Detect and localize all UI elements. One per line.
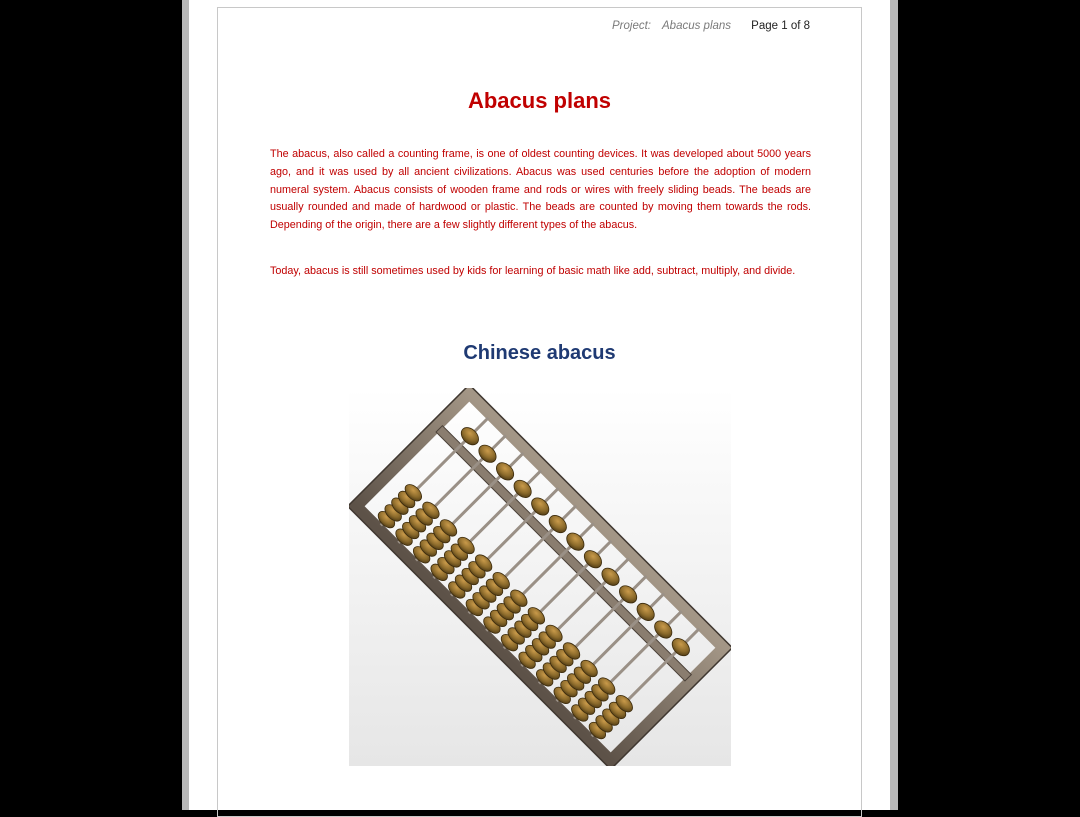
section-heading: Chinese abacus	[463, 342, 616, 364]
project-label: Project:	[612, 20, 651, 32]
document-title: Abacus plans	[467, 88, 612, 113]
page-header	[540, 20, 810, 36]
project-name: Abacus plans	[662, 20, 732, 32]
intro-paragraph: The abacus, also called a counting frame, is one of oldest counting devices. It was developed about 5000 years ago, and it was used by all ancient civilizations. Abacus was used centuries before the adoption of modern numeral system. Abacus consists of wooden frame and rods or wires with freely sliding beads. The beads are usually rounded and made of hardwood or plastic. The beads are counted by moving them towards the rods. Depending of the origin, there are a few slightly different types of the abacus.	[270, 148, 811, 232]
page-indicator: Page 1 of 8	[751, 20, 810, 32]
abacus-illustration	[349, 388, 731, 766]
usage-paragraph: Today, abacus is still sometimes used by kids for learning of basic math like add, subtract, multiply, and divide.	[270, 265, 796, 277]
